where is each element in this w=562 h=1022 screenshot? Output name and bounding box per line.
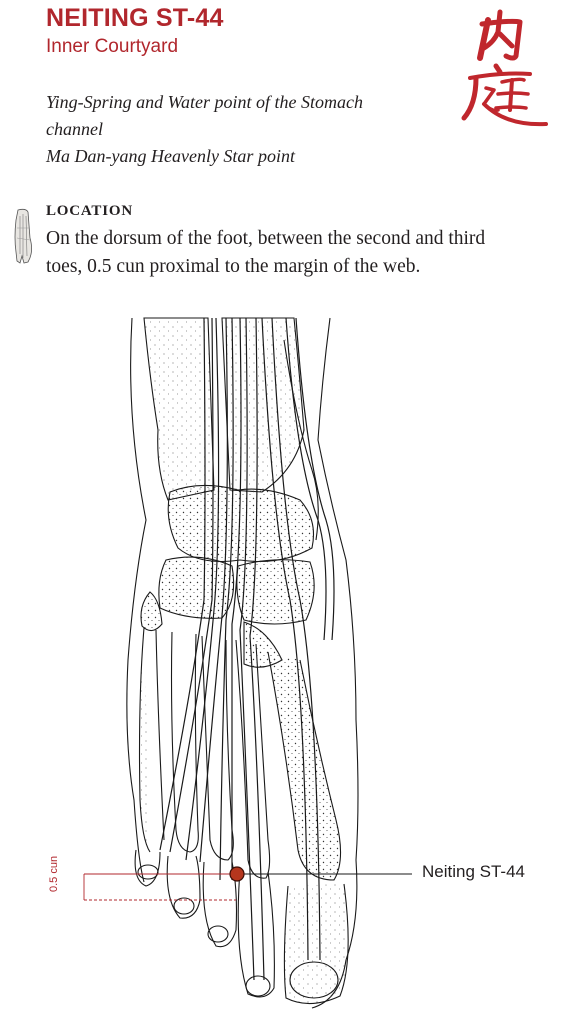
point-english-name: Inner Courtyard	[46, 36, 179, 57]
foot-anatomy-illustration	[0, 300, 562, 1022]
location-line: On the dorsum of the foot, between the second and third	[46, 228, 486, 249]
acupoint-marker	[230, 867, 244, 881]
measurement-label: 0.5 cun	[48, 855, 60, 892]
description-line: Ma Dan-yang Heavenly Star point	[46, 146, 295, 166]
foot-thumbnail-icon	[12, 208, 34, 264]
point-description	[46, 89, 436, 170]
description-line: Ying-Spring and Water point of the Stomach	[46, 92, 363, 112]
location-line: toes, 0.5 cun proximal to the margin of the web.	[46, 256, 421, 277]
description-line: channel	[46, 119, 103, 139]
location-text	[46, 225, 551, 281]
acupoint-label: Neiting ST-44	[422, 862, 525, 881]
page-title: NEITING ST-44	[46, 4, 224, 32]
chinese-calligraphy-icon	[458, 6, 548, 132]
location-heading: LOCATION	[46, 203, 133, 219]
